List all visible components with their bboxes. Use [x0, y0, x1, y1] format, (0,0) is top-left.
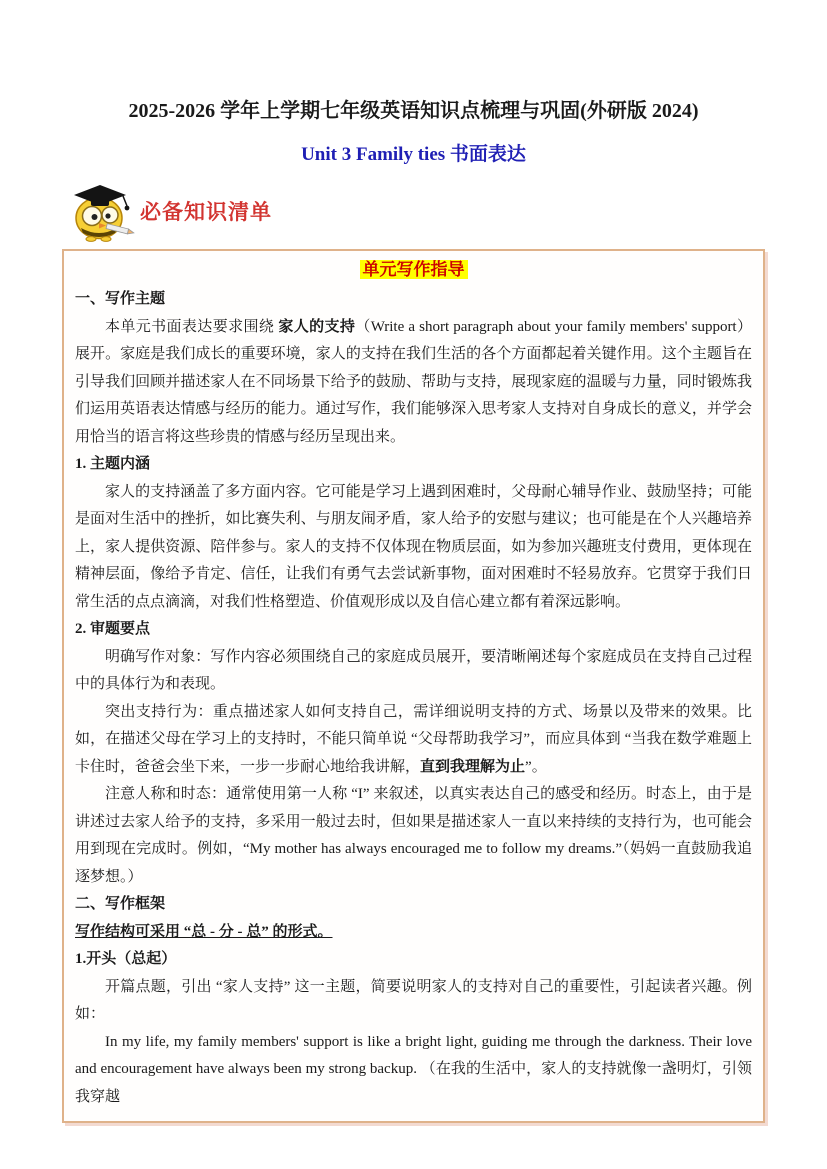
- paragraph-theme-intro-keyterm: 家人的支持: [278, 318, 356, 335]
- paragraph-theme-connotation: 家人的支持涵盖了多方面内容。它可能是学习上遇到困难时，父母耐心辅导作业、鼓励坚持；可能是面对生活中的挫折，如比赛失利、与朋友闹矛盾，家人给予的安慰与建议；也可能是在个人兴趣培养上，家人提供资源、陪伴参与。家人的支持不仅体现在物质层面，如为参加兴趣班支付费用，更体现在精神层面，像给予肯定、信任，让我们有勇气去尝试新事物，面对困难时不轻易放弃。它贯穿于我们日常生活的点点滴滴，对我们性格塑造、价值观形成以及自信心建立都有着深远影响。: [75, 483, 752, 610]
- paragraph-person-tense: 注意人称和时态：通常使用第一人称 “I” 来叙述，以真实表达自己的感受和经历。时态上，由于是讲述过去家人给予的支持，多采用一般过去时，但如果是描述家人一直以来持续的支持行为，也可能会用到现在完成时。例如，“My mother has always encouraged me to follow my dreams.”（妈妈一直鼓励我追逐梦想。）: [75, 786, 752, 885]
- paragraph-writing-object: 明确写作对象：写作内容必须围绕自己的家庭成员展开，要清晰阐述每个家庭成员在支持自己过程中的具体行为和表现。: [75, 648, 752, 692]
- section-heading-opening: 1.开头（总起）: [75, 951, 177, 967]
- paragraph-theme-intro-rest: （Write a short paragraph about your family members' support）展开。家庭是我们成长的重要环境，家人的支持在我们生活的各个方面都起着关键作用。这个主题旨在引导我们回顾并描述家人在不同场景下给予的鼓励、帮助与支持，展现家庭的温暖与力量，同时锻炼我们运用英语表达情感与经历的能力。通过写作，我们能够深入思考家人支持对自身成长的意义，并学会用恰当的语言将这些珍贵的情感与经历呈现出来。: [75, 318, 752, 445]
- section-heading-theme-connotation: 1. 主题内涵: [75, 456, 151, 472]
- paragraph-opening-example: In my life, my family members' support is like a bright light, guiding me through the darkness. Their love and encouragement have always been my strong backup. （在我的生活中，家人的支持就像一盏明灯，引领我穿越: [75, 1033, 752, 1105]
- paragraph-support-behavior: [75, 699, 752, 782]
- paragraph-theme-intro-lead: 本单元书面表达要求围绕: [105, 318, 279, 335]
- unit-subtitle: Unit 3 Family ties 书面表达: [301, 144, 526, 165]
- knowledge-section-label: 必备知识清单: [140, 201, 272, 224]
- structure-note-line: 写作结构可采用 “总 - 分 - 总” 的形式。: [75, 923, 333, 940]
- section-heading-writing-theme: 一、写作主题: [75, 291, 166, 307]
- paragraph-support-behavior-tail: ”。: [525, 758, 547, 775]
- paragraph-opening-guide: 开篇点题，引出 “家人支持” 这一主题，简要说明家人的支持对自己的重要性，引起读者兴趣。例如：: [75, 978, 752, 1022]
- guide-box-title-highlight: 单元写作指导: [360, 260, 468, 279]
- writing-guide-box: [62, 249, 765, 1123]
- document-title: 2025-2026 学年上学期七年级英语知识点梳理与巩固(外研版 2024): [128, 100, 699, 122]
- paragraph-theme-intro: [75, 314, 752, 452]
- section-heading-topic-analysis: 2. 审题要点: [75, 621, 151, 637]
- graduate-bee-mascot-icon: [66, 180, 138, 242]
- knowledge-section-header: [66, 179, 827, 243]
- paragraph-support-behavior-main: 突出支持行为：重点描述家人如何支持自己，需详细说明支持的方式、场景以及带来的效果。比如，在描述父母在学习上的支持时，不能只简单说 “父母帮助我学习”，而应具体到 “当我在数学难题上卡住时，爸爸会坐下来，一步一步耐心地给我讲解，: [75, 703, 752, 775]
- paragraph-support-behavior-bold: 直到我理解为止: [420, 758, 526, 775]
- section-heading-writing-frame: 二、写作框架: [75, 896, 166, 912]
- guide-box-title: [75, 257, 752, 283]
